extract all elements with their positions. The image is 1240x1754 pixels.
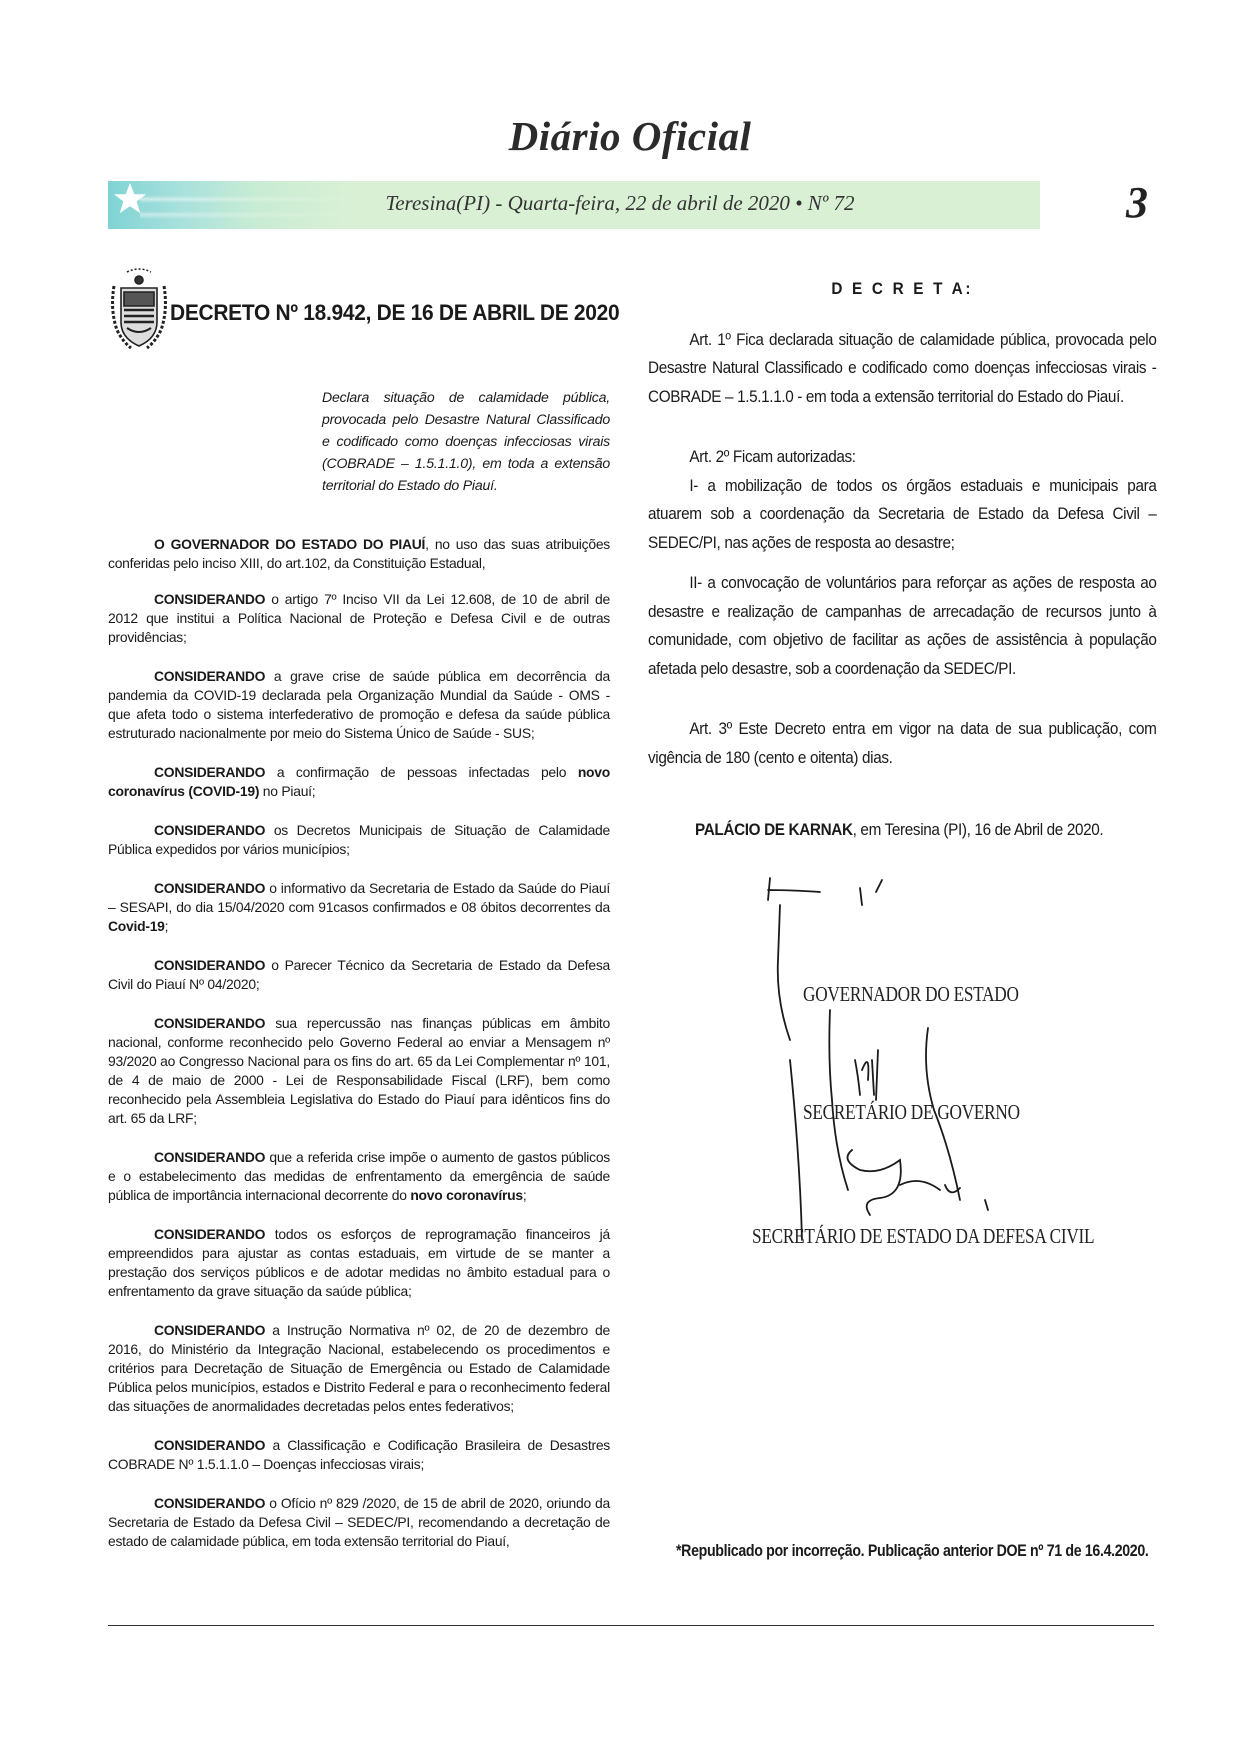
decreta-heading: D E C R E T A:: [831, 279, 974, 298]
decree-summary: Declara situação de calamidade pública, provocada pelo Desastre Natural Classificado e codificado como doenças infecciosas virais (COBRADE – 1.5.1.1.0), em toda a extensão territorial do Estado do Piauí.: [322, 389, 610, 493]
issue-date-line: Teresina(PI) - Quarta-feira, 22 de abril de 2020 • Nº 72: [385, 191, 855, 215]
considerando-paragraph: CONSIDERANDO o Parecer Técnico da Secretaria de Estado da Defesa Civil do Piauí Nº 04/2020;: [108, 957, 610, 992]
article-2-heading: Art. 2º Ficam autorizadas:: [689, 447, 856, 466]
republication-note: *Republicado por incorreção. Publicação anterior DOE nº 71 de 16.4.2020.: [676, 1542, 1149, 1560]
considerando-paragraph: CONSIDERANDO o artigo 7º Inciso VII da Lei 12.608, de 10 de abril de 2012 que institui a Política Nacional de Proteção e Defesa Civil e de outras providências;: [108, 591, 610, 645]
considerando-label: CONSIDERANDO: [154, 1437, 266, 1453]
governor-signature-label: GOVERNADOR DO ESTADO: [803, 982, 1019, 1006]
considerando-label: CONSIDERANDO: [154, 1495, 266, 1511]
page-number: 3: [1126, 178, 1148, 227]
considerando-paragraph: CONSIDERANDO a Classificação e Codificação Brasileira de Desastres COBRADE Nº 1.5.1.1.0 – Doenças infecciosas virais;: [108, 1437, 610, 1472]
palace-name: PALÁCIO DE KARNAK: [695, 820, 853, 839]
considerando-label: CONSIDERANDO: [154, 1322, 266, 1338]
secretary-civil-defense-signature-label: SECRETÁRIO DE ESTADO DA DEFESA CIVIL: [752, 1224, 1095, 1248]
secretary-government-signature-label: SECRETÁRIO DE GOVERNO: [803, 1100, 1020, 1124]
considerando-label: CONSIDERANDO: [154, 1015, 266, 1031]
considerando-paragraph: CONSIDERANDO o informativo da Secretaria de Estado da Saúde do Piauí – SESAPI, do dia 15/04/2020 com 91casos confirmados e 08 óbitos decorrentes da Covid-19;: [108, 880, 610, 934]
considerando-label: CONSIDERANDO: [154, 957, 266, 973]
preamble: [108, 535, 610, 573]
considerando-paragraph: CONSIDERANDO sua repercussão nas finanças públicas em âmbito nacional, conforme reconhecido pelo Governo Federal ao enviar a Mensagem nº 93/2020 ao Congresso Nacional para os fins do art. 65 da Lei Complementar nº 101, de 4 de maio de 2000 - Lei de Responsabilidade Fiscal (LRF), bem como reconhecido pela Assembleia Legislativa do Estado do Piauí para idênticos fins do art. 65 da LRF;: [108, 1015, 610, 1126]
considerando-label: CONSIDERANDO: [154, 764, 266, 780]
right-column: [648, 275, 1157, 772]
considerando-paragraph: CONSIDERANDO a confirmação de pessoas infectadas pelo novo coronavírus (COVID-19) no Piauí;: [108, 764, 610, 799]
place-and-date: PALÁCIO DE KARNAK, em Teresina (PI), 16 de Abril de 2020.: [695, 820, 1104, 839]
left-column: [108, 535, 610, 1571]
considerando-label: CONSIDERANDO: [154, 1226, 266, 1242]
considerando-label: CONSIDERANDO: [154, 668, 266, 684]
decree-title: DECRETO Nº 18.942, DE 16 DE ABRIL DE 2020: [170, 300, 620, 325]
coat-of-arms-icon: [111, 266, 167, 352]
considerando-paragraph: CONSIDERANDO todos os esforços de reprogramação financeiros já empreendidos para ajustar as contas estaduais, em virtude de se manter a prestação dos serviços públicos e de adotar medidas no âmbito estadual para o enfrentamento da grave situação da saúde pública;: [108, 1226, 610, 1299]
considerando-paragraph: CONSIDERANDO que a referida crise impõe o aumento de gastos públicos e o estabelecimento das medidas de enfrentamento da emergência de saúde pública de importância internacional decorrente do novo coronavírus;: [108, 1149, 610, 1203]
article-2-item-i: I- a mobilização de todos os órgãos estaduais e municipais para atuarem sob a coordenação da Secretaria de Estado da Defesa Civil – SEDEC/PI, nas ações de resposta ao desastre;: [648, 475, 1157, 552]
considerando-label: CONSIDERANDO: [154, 822, 266, 838]
article-2-item-ii: II- a convocação de voluntários para reforçar as ações de resposta ao desastre e realização de campanhas de arrecadação de recursos junto à comunidade, com objetivo de facilitar as ações de assistência à população afetada pelo desastre, sob a coordenação da SEDEC/PI.: [648, 573, 1157, 678]
considerando-label: CONSIDERANDO: [154, 1149, 266, 1165]
considerando-paragraph: CONSIDERANDO os Decretos Municipais de Situação de Calamidade Pública expedidos por vários municípios;: [108, 822, 610, 857]
considerando-paragraph: CONSIDERANDO a grave crise de saúde pública em decorrência da pandemia da COVID-19 declarada pela Organização Mundial da Saúde - OMS - que afeta todo o sistema interfederativo de promoção e defesa da saúde pública estruturado nacionalmente por meio do Sistema Único de Saúde - SUS;: [108, 668, 610, 741]
article-3: Art. 3º Este Decreto entra em vigor na data de sua publicação, com vigência de 180 (cento e oitenta) dias.: [648, 719, 1157, 767]
article-1: Art. 1º Fica declarada situação de calamidade pública, provocada pelo Desastre Natural Classificado e codificado como doenças infecciosas virais - COBRADE – 1.5.1.1.0 - em toda a extensão territorial do Estado do Piauí.: [648, 329, 1157, 406]
preamble-authority: O GOVERNADOR DO ESTADO DO PIAUÍ: [154, 536, 426, 552]
considerando-label: CONSIDERANDO: [154, 591, 266, 607]
footer-rule: [108, 1625, 1154, 1626]
considerando-paragraph: CONSIDERANDO a Instrução Normativa nº 02, de 20 de dezembro de 2016, do Ministério da Integração Nacional, estabelecendo os procedimentos e critérios para Decretação de Situação de Emergência ou Estado de Calamidade Pública pelos municípios, estados e Distrito Federal e para o reconhecimento federal das situações de anormalidades decretadas pelos entes federativos;: [108, 1322, 610, 1414]
gazette-title: Diário Oficial: [508, 113, 752, 159]
star-icon: [111, 180, 149, 218]
considerando-paragraph: CONSIDERANDO o Ofício nº 829 /2020, de 15 de abril de 2020, oriundo da Secretaria de Estado da Defesa Civil – SEDEC/PI, recomendando a decretação de estado de calamidade pública, em toda extensão territorial do Piauí,: [108, 1495, 610, 1549]
preamble-text: , no uso das suas atribuições conferidas pelo inciso XIII, do art.102, da Constituição Estadual,: [108, 536, 610, 571]
considerando-label: CONSIDERANDO: [154, 880, 266, 896]
